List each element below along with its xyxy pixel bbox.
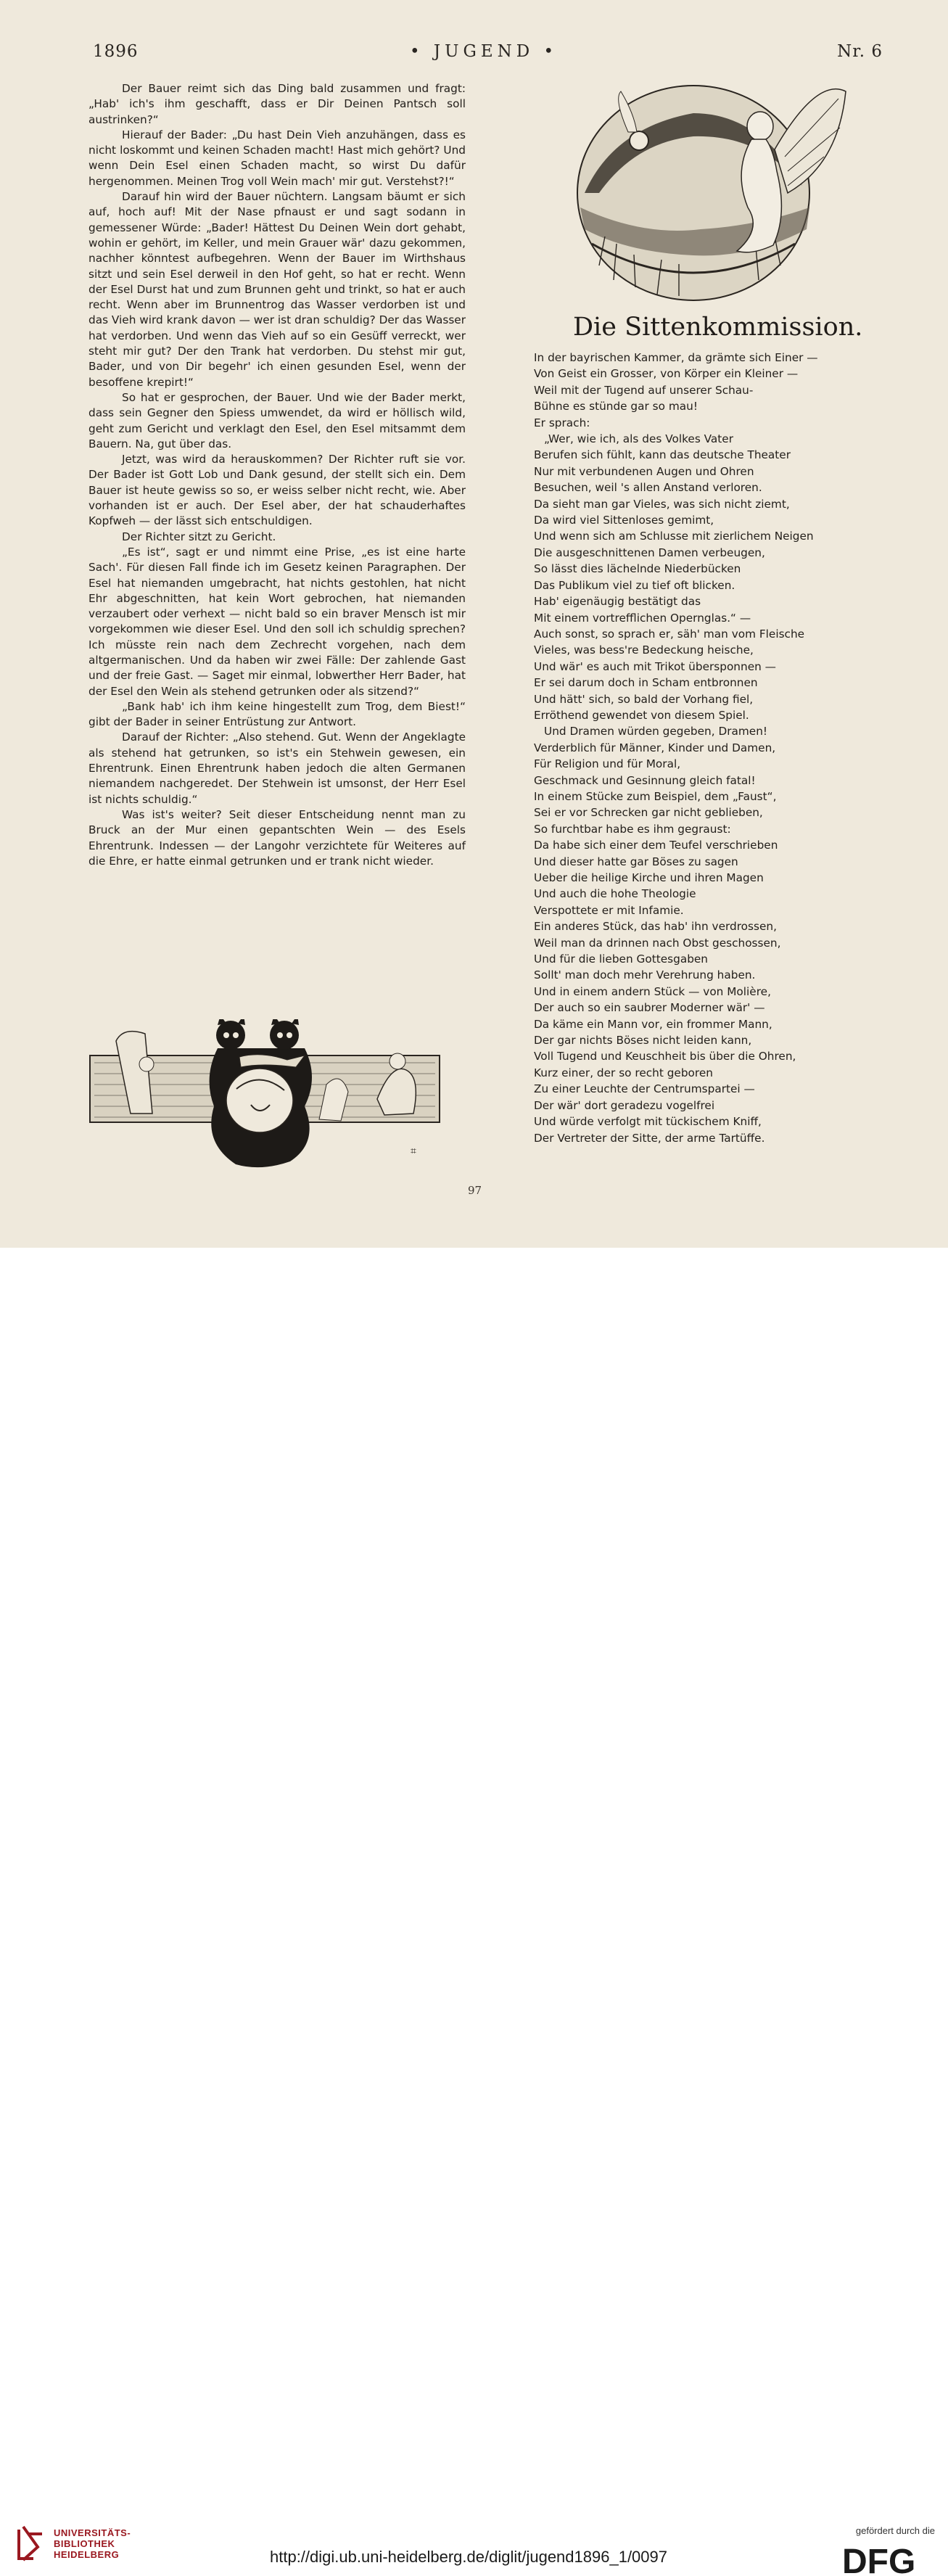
university-library-logo — [16, 2525, 45, 2563]
poem-line: Ueber die heilige Kirche und ihren Magen — [534, 871, 764, 884]
header-journal-title: • JUGEND • — [410, 42, 559, 61]
poem-line: Der auch so ein saubrer Moderner wär' — — [534, 1001, 765, 1015]
poem-line: Und wär' es auch mit Trikot übersponnen — — [534, 659, 776, 673]
poem-line: Nur mit verbundenen Augen und Ohren — [534, 464, 754, 478]
dfg-logo — [842, 2543, 936, 2576]
poem-line: Erröthend gewendet von diesem Spiel. — [534, 708, 749, 722]
funding-label: gefördert durch die — [855, 2525, 935, 2536]
poem-line: Für Religion und für Moral, — [534, 757, 681, 771]
poem-text — [534, 350, 882, 1146]
poem-line: „Wer, wie ich, als des Volkes Vater — [544, 432, 734, 446]
poem-line: Der gar nichts Böses nicht leiden kann, — [534, 1034, 752, 1048]
poem-line: Voll Tugend und Keuschheit bis über die Ohren, — [534, 1050, 796, 1063]
poem-line: Da käme ein Mann vor, ein frommer Mann, — [534, 1017, 772, 1031]
poem-line: Vieles, was bess're Bedeckung heische, — [534, 643, 754, 657]
poem-line: So furchtbar habe es ihm gegraust: — [534, 822, 731, 836]
poem-line: Kurz einer, der so recht geboren — [534, 1066, 713, 1079]
header-year: 1896 — [93, 42, 139, 61]
paragraph: Hierauf der Bader: „Du hast Dein Vieh anzuhängen, dass es nicht loskommt und keinen Schaden macht! Hast mich gehört? Und wenn Dein Esel einen Schaden macht, so wirst Du dafür hergenommen. Meinen Trog voll Wein mach' mir gut. Verstehst?!“ — [88, 128, 466, 188]
poem-line: Bühne es stünde gar so mau! — [534, 400, 698, 413]
paragraph: So hat er gesprochen, der Bauer. Und wie der Bader merkt, dass sein Gegner den Spiess umwendet, da wird er höllisch wild, geht zum Gericht und verklagt den Esel, den Esel mitsammt dem Bauern. Na, gut über das. — [88, 390, 466, 450]
poem-line: Da habe sich einer dem Teufel verschrieben — [534, 839, 778, 852]
poem-line: Sei er vor Schrecken gar nicht geblieben, — [534, 806, 763, 820]
poem-line: Und würde verfolgt mit tückischem Kniff, — [534, 1115, 762, 1129]
poem-line: Da sieht man gar Vieles, was sich nicht ziemt, — [534, 497, 790, 511]
poem-line: Der Vertreter der Sitte, der arme Tartüffe. — [534, 1131, 765, 1145]
poem-line: Und Dramen würden gegeben, Dramen! — [544, 725, 768, 738]
paragraph: Was ist's weiter? Seit dieser Entscheidung nennt man zu Bruck an der Mur einen gepantschten Wein — des Esels Ehrentrunk. Indessen — der Langohr verzichtete für Weiteres auf die Ehre, er hatte einmal getrunken und er trank nicht wieder. — [88, 807, 466, 868]
cats-and-gnomes-illustration — [87, 1019, 442, 1172]
poem-line: Das Publikum viel zu tief oft blicken. — [534, 578, 735, 592]
svg-text:⌗: ⌗ — [411, 1145, 416, 1157]
paragraph: Der Bauer reimt sich das Ding bald zusammen und fragt: „Hab' ich's ihm geschafft, dass er Dir Deinen Pantsch soll austrinken?“ — [88, 82, 466, 126]
poem-line: Er sprach: — [534, 416, 590, 429]
fairy-vignette-illustration — [570, 84, 854, 315]
poem-line: In einem Stücke zum Beispiel, dem „Faust“, — [534, 789, 777, 803]
poem-line: Und hätt' sich, so bald der Vorhang fiel, — [534, 692, 754, 706]
poem-line: So lässt dies lächelnde Niederbücken — [534, 562, 741, 576]
library-line: BIBLIOTHEK — [54, 2538, 115, 2549]
poem-line: Hab' eigenäugig bestätigt das — [534, 595, 701, 609]
poem-line: Verderblich für Männer, Kinder und Damen, — [534, 741, 776, 754]
poem-line: Mit einem vortrefflichen Opernglas.“ — — [534, 611, 751, 625]
poem-line: Ein anderes Stück, das hab' ihn verdrossen, — [534, 920, 777, 934]
paragraph: „Bank hab' ich ihm keine hingestellt zum Trog, dem Biest!“ gibt der Bader in seiner Entrüstung zur Antwort. — [88, 699, 466, 729]
library-line: HEIDELBERG — [54, 2549, 120, 2560]
paragraph: Darauf hin wird der Bauer nüchtern. Langsam bäumt er sich auf, hoch auf! Mit der Nase pfnaust er und sagt sodann in gemessener Würde: „Bader! Hättest Du Deinen Wein dort gehabt, wohin er gehört, im Keller, und mein Grauer wär' dazu gekommen, nachher könntest aufbegehren. Wenn der Bauer im Wirthshaus sitzt und sein Esel derweil in den Hof geht, so hat er recht. Wenn der Esel Durst hat und zum Brunnen geht und trinkt, so hat er auch recht. Wenn aber im Brunnentrog das Wasser verdorben ist und das Vieh wird krank davon — wer ist dran schuldig? Der das Wasser hat verdorben. Und wenn das Vieh auf so ein Gesüff verreckt, wer steht mir gut? Der den Trank hat verdorben. Du stehst mir gut, Bader, und von Dir begehr' ich einen gesunden Esel, wenn der besoffene krepirt!“ — [88, 190, 466, 389]
poem-line: Besuchen, weil 's allen Anstand verloren. — [534, 481, 762, 495]
poem-line: Und auch die hohe Theologie — [534, 887, 696, 901]
poem-line: Zu einer Leuchte der Centrumspartei — — [534, 1082, 755, 1096]
scanned-page — [0, 0, 948, 1248]
poem-line: Verspottete er mit Infamie. — [534, 903, 684, 917]
paragraph: Jetzt, was wird da herauskommen? Der Richter ruft sie vor. Der Bader ist Gott Lob und Dank gesund, der stellt sich ein. Dem Bauer ist heute gewiss so so, er weiss selber nicht recht, wie. Aber vorhanden ist er auch. Der Esel aber, der hat schauderhaftes Kopfweh — der lässt sich entschuldigen. — [88, 453, 466, 528]
poem-line: Er sei darum doch in Scham entbronnen — [534, 676, 758, 690]
library-line: UNIVERSITÄTS- — [54, 2527, 131, 2538]
poem-line: Und in einem andern Stück — von Molière, — [534, 984, 771, 998]
poem-line: Sollt' man doch mehr Verehrung haben. — [534, 968, 756, 982]
header-issue-number: Nr. 6 — [837, 42, 883, 61]
poem-line: In der bayrischen Kammer, da grämte sich Einer — — [534, 351, 818, 364]
poem-line: Von Geist ein Grosser, von Körper ein Kleiner — — [534, 367, 799, 381]
poem-line: Berufen sich fühlt, kann das deutsche Theater — [534, 448, 791, 462]
paragraph: „Es ist“, sagt er und nimmt eine Prise, „es ist eine harte Sach'. Für diesen Fall finde ich im Gesetz keinen Paragraphen. Der Esel hat niemanden umgebracht, hat nichts gestohlen, hat nicht Ehr abgeschnitten, hat kein Wort gebrochen, hat niemanden verzaubert oder verhext — nicht bald so ein braver Mensch ist mir vorgekommen wie dieser Esel. Und den soll ich schuldig sprechen? Ich müsste rein nach dem Zechrecht vorgehen, nach dem altgermanischen. Und da haben wir zwei Fälle: Der zahlende Gast und der freie Gast. — Saget mir einmal, lobwerther Herr Bader, hat der Esel den Wein als stehend getrunken oder als sitzend?“ — [88, 545, 466, 698]
digitization-footer — [0, 1248, 948, 2576]
dfg-logo-text: DFG — [842, 2543, 916, 2576]
story-text-column — [88, 81, 466, 869]
permalink-url[interactable]: http://digi.ub.uni-heidelberg.de/diglit/jugend1896_1/0097 — [270, 2548, 667, 2566]
poem-line: Geschmack und Gesinnung gleich fatal! — [534, 773, 756, 787]
paragraph: Der Richter sitzt zu Gericht. — [122, 530, 276, 543]
poem-line: Der wär' dort geradezu vogelfrei — [534, 1098, 715, 1112]
paragraph: Darauf der Richter: „Also stehend. Gut. Wenn der Angeklagte als stehend hat getrunken, so ist's ein Stehwein gewesen, ein Ehrentrunk. Einen Ehrentrunk haben jedoch die alten Germanen niemandem nachgeredet. Der Stehwein ist umsonst, der Herr Esel ist nichts schuldig.“ — [88, 731, 466, 806]
poem-line: Weil mit der Tugend auf unserer Schau- — [534, 383, 754, 397]
poem-line: Weil man da drinnen nach Obst geschossen, — [534, 936, 781, 950]
page-number: 97 — [468, 1184, 482, 1197]
poem-line: Da wird viel Sittenloses gemimt, — [534, 514, 714, 527]
poem-line: Die ausgeschnittenen Damen verbeugen, — [534, 546, 765, 559]
poem-line: Und wenn sich am Schlusse mit zierlichem Neigen — [534, 530, 814, 543]
university-library-name — [54, 2527, 131, 2560]
poem-line: Und für die lieben Gottesgaben — [534, 952, 709, 966]
poem-line: Und dieser hatte gar Böses zu sagen — [534, 855, 738, 868]
poem-title: Die Sittenkommission. — [573, 313, 863, 342]
poem-line: Auch sonst, so sprach er, säh' man vom Fleische — [534, 627, 805, 641]
